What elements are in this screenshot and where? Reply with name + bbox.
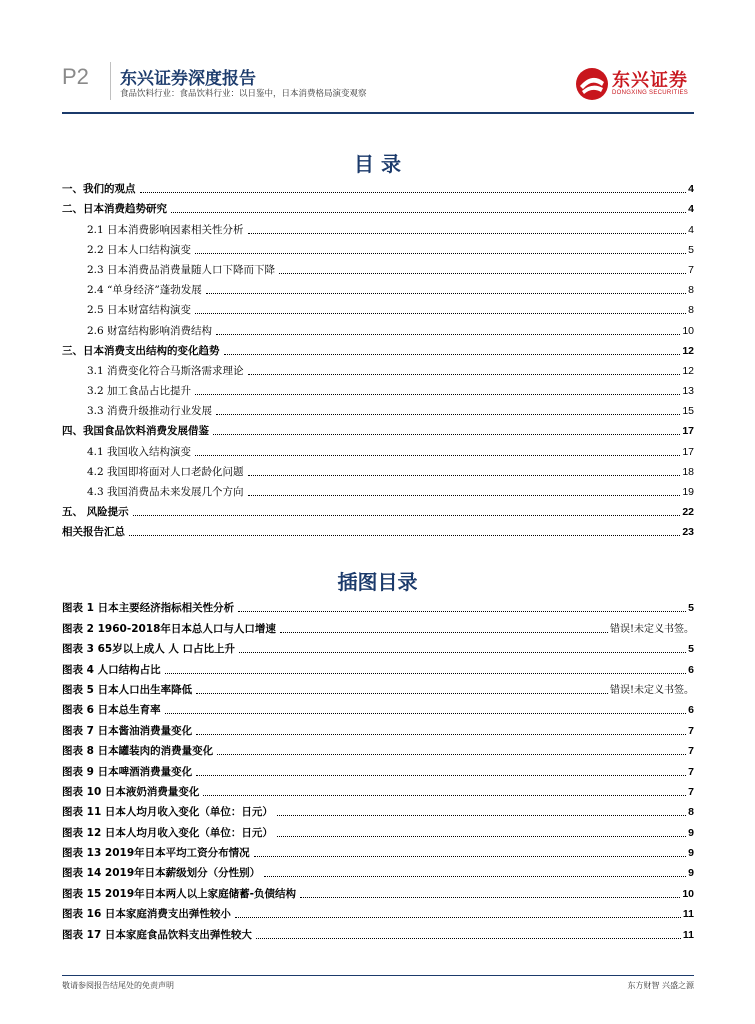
toc-entry-page: 10 [682, 324, 694, 337]
figure-entry-page: 8 [688, 806, 694, 819]
figure-entry-page: 9 [688, 826, 694, 839]
toc-entry-page: 19 [682, 486, 694, 498]
dot-leader [195, 394, 680, 395]
figure-entry[interactable] [62, 595, 694, 615]
header-divider [110, 62, 111, 100]
toc-entry-page: 13 [682, 385, 694, 398]
toc-entry[interactable] [62, 418, 694, 438]
toc-entry[interactable] [62, 277, 694, 297]
dot-leader [248, 475, 681, 476]
dot-leader [277, 836, 686, 837]
figure-entry[interactable] [62, 636, 694, 656]
figure-entry[interactable] [62, 677, 694, 697]
footer-slogan: 东方财智 兴盛之源 [627, 981, 694, 990]
toc-entry-page: 12 [682, 344, 694, 357]
figure-entry-label: 图表 11 日本人均月收入变化（单位：日元） [62, 806, 273, 819]
figure-entry-label: 图表 12 日本人均月收入变化（单位：日元） [62, 826, 273, 839]
dot-leader [171, 212, 686, 213]
figure-entry[interactable] [62, 880, 694, 900]
dot-leader [216, 334, 680, 335]
toc-entry-label: 2.4 “单身经济”蓬勃发展 [87, 284, 202, 297]
dot-leader [238, 611, 686, 612]
figure-entry-label: 图表 8 日本罐装肉的消费量变化 [62, 745, 214, 758]
figure-entry-label: 图表 2 1960-2018年日本总人口与人口增速 [62, 622, 276, 635]
toc-entry[interactable] [62, 438, 694, 458]
figure-entry-page: 9 [688, 847, 694, 860]
dot-leader [217, 754, 686, 755]
toc-entry[interactable] [62, 257, 694, 277]
toc-entry[interactable] [62, 297, 694, 317]
toc-entry[interactable] [62, 378, 694, 398]
dot-leader [279, 273, 686, 274]
figure-entry-page: 9 [688, 867, 694, 880]
toc-entry[interactable] [62, 479, 694, 499]
toc-entry[interactable] [62, 237, 694, 257]
dot-leader [248, 374, 681, 375]
toc-entry-label: 2.1 日本消费影响因素相关性分析 [87, 223, 244, 236]
figure-entry-label: 图表 6 日本总生育率 [62, 704, 161, 717]
toc-entry-page: 18 [682, 465, 694, 478]
figure-entry-label: 图表 15 2019年日本两人以上家庭储蓄-负债结构 [62, 887, 297, 900]
dot-leader [196, 693, 608, 694]
footer-disclaimer: 敬请参阅报告结尾处的免责声明 [62, 981, 174, 990]
dot-leader [254, 856, 687, 857]
toc-entry-label: 4.1 我国收入结构演变 [87, 445, 192, 458]
toc-entry[interactable] [62, 459, 694, 479]
toc-entry[interactable] [62, 499, 694, 519]
dot-leader [280, 632, 608, 633]
toc-entry-page: 12 [682, 364, 694, 377]
figure-entry-page: 错误!未定义书签。 [609, 623, 694, 635]
dot-leader [133, 515, 681, 516]
toc-entry-label: 二、日本消费趋势研究 [62, 203, 167, 216]
dot-leader [248, 495, 681, 496]
toc-entry-label: 相关报告汇总 [62, 526, 125, 539]
dot-leader [140, 192, 687, 193]
dot-leader [224, 354, 681, 355]
figure-entry-label: 图表 7 日本酱油消费量变化 [62, 724, 193, 737]
figure-entry-label: 图表 16 日本家庭消费支出弹性较小 [62, 908, 231, 921]
toc-entry-label: 三、日本消费支出结构的变化趋势 [62, 344, 220, 357]
figure-entry[interactable] [62, 901, 694, 921]
figure-entry-label: 图表 4 人口结构占比 [62, 663, 161, 676]
figure-entry[interactable] [62, 615, 694, 635]
toc-entry-page: 17 [682, 425, 694, 438]
dot-leader [203, 795, 686, 796]
dot-leader [277, 815, 686, 816]
toc-entry-page: 22 [682, 506, 694, 519]
figure-entry-page: 5 [688, 602, 694, 615]
figure-entry-page: 10 [682, 887, 694, 900]
toc-entry-label: 3.3 消费升级推动行业发展 [87, 405, 213, 418]
figure-entry-label: 图表 17 日本家庭食品饮料支出弹性较大 [62, 928, 252, 941]
dot-leader [300, 897, 680, 898]
figure-entry[interactable] [62, 656, 694, 676]
dot-leader [129, 535, 680, 536]
figures-title: 插图目录 [337, 570, 418, 594]
dot-leader [256, 938, 681, 939]
toc-entry-page: 5 [688, 243, 694, 256]
dot-leader [165, 713, 687, 714]
dot-leader [235, 917, 681, 918]
toc-entry-page: 8 [688, 284, 694, 297]
toc-entry[interactable] [62, 398, 694, 418]
figure-entry-page: 7 [688, 724, 694, 737]
toc-entry-page: 23 [682, 526, 694, 539]
dot-leader [195, 313, 686, 314]
figure-entry-page: 11 [682, 928, 694, 941]
figure-entry-page: 5 [688, 643, 694, 656]
toc-entry-page: 7 [688, 263, 694, 276]
toc-entry[interactable] [62, 176, 694, 196]
dot-leader [213, 434, 680, 435]
page-number: P2 [62, 64, 89, 89]
logo-english: DONGXING SECURITIES [612, 90, 689, 96]
toc-entry-page: 4 [688, 183, 694, 196]
figure-entry[interactable] [62, 697, 694, 717]
dot-leader [206, 293, 686, 294]
toc-entry[interactable] [62, 216, 694, 236]
figure-entry[interactable] [62, 779, 694, 799]
figure-entry-label: 图表 13 2019年日本平均工资分布情况 [62, 847, 250, 860]
toc-entry-label: 2.6 财富结构影响消费结构 [87, 324, 213, 337]
figure-entry-label: 图表 9 日本啤酒消费量变化 [62, 765, 193, 778]
dot-leader [196, 734, 686, 735]
figure-entry-label: 图表 1 日本主要经济指标相关性分析 [62, 602, 235, 615]
figure-entry-page: 7 [688, 765, 694, 778]
figure-entry-page: 11 [682, 908, 694, 921]
toc-entry-page: 8 [688, 304, 694, 317]
toc-entry-label: 2.3 日本消费品消费量随人口下降而下降 [87, 263, 276, 276]
toc-entry[interactable] [62, 519, 694, 539]
figure-entry-label: 图表 14 2019年日本薪级划分（分性别） [62, 867, 261, 880]
toc-entry-label: 3.2 加工食品占比提升 [87, 385, 192, 398]
toc-entry-page: 4 [688, 223, 694, 236]
toc-title: 目 录 [354, 152, 401, 176]
report-subtitle: 食品饮料行业：食品饮料行业：以日鉴中，日本消费格局演变观察 [120, 89, 367, 99]
figure-entry-label: 图表 3 65岁以上成人 人 口占比上升 [62, 643, 236, 656]
figure-entry[interactable] [62, 921, 694, 941]
toc-entry-label: 一、我们的观点 [62, 183, 136, 196]
figures-list [62, 595, 694, 942]
toc-entry[interactable] [62, 358, 694, 378]
toc-entry-label: 3.1 消费变化符合马斯洛需求理论 [87, 364, 244, 377]
toc-entry-label: 五、 风险提示 [62, 506, 129, 519]
figure-entry[interactable] [62, 819, 694, 839]
toc-entry-label: 2.5 日本财富结构演变 [87, 304, 192, 317]
toc-entry-page: 15 [682, 405, 694, 418]
dot-leader [165, 673, 687, 674]
toc-entry-label: 4.3 我国消费品未来发展几个方向 [87, 486, 244, 498]
report-title: 东兴证券深度报告 [120, 69, 256, 89]
toc-entry-page: 17 [682, 445, 694, 458]
figure-entry-page: 7 [688, 785, 694, 798]
figure-entry-page: 7 [688, 745, 694, 758]
figure-entry[interactable] [62, 799, 694, 819]
figure-entry-page: 6 [688, 704, 694, 717]
toc-list [62, 176, 694, 539]
toc-entry[interactable] [62, 317, 694, 337]
figure-entry[interactable] [62, 860, 694, 880]
dot-leader [195, 253, 686, 254]
toc-entry-label: 4.2 我国即将面对人口老龄化问题 [87, 465, 244, 478]
figure-entry[interactable] [62, 738, 694, 758]
toc-entry[interactable] [62, 338, 694, 358]
toc-entry-page: 4 [688, 203, 694, 216]
dot-leader [196, 775, 686, 776]
toc-entry[interactable] [62, 196, 694, 216]
dot-leader [264, 876, 686, 877]
figure-entry-label: 图表 5 日本人口出生率降低 [62, 683, 193, 696]
figure-entry-page: 6 [688, 663, 694, 676]
dot-leader [239, 652, 686, 653]
figure-entry[interactable] [62, 758, 694, 778]
logo-wordmark: 东兴证券 [612, 70, 688, 91]
dot-leader [195, 455, 680, 456]
dot-leader [216, 414, 680, 415]
toc-entry-label: 四、我国食品饮料消费发展借鉴 [62, 425, 209, 438]
footer-rule [62, 975, 694, 976]
dot-leader [248, 233, 687, 234]
figure-entry[interactable] [62, 840, 694, 860]
header-rule [62, 112, 694, 114]
figure-entry-page: 错误!未定义书签。 [609, 684, 694, 696]
figure-entry[interactable] [62, 717, 694, 737]
toc-entry-label: 2.2 日本人口结构演变 [87, 243, 192, 256]
figure-entry-label: 图表 10 日本液奶消费量变化 [62, 785, 200, 798]
